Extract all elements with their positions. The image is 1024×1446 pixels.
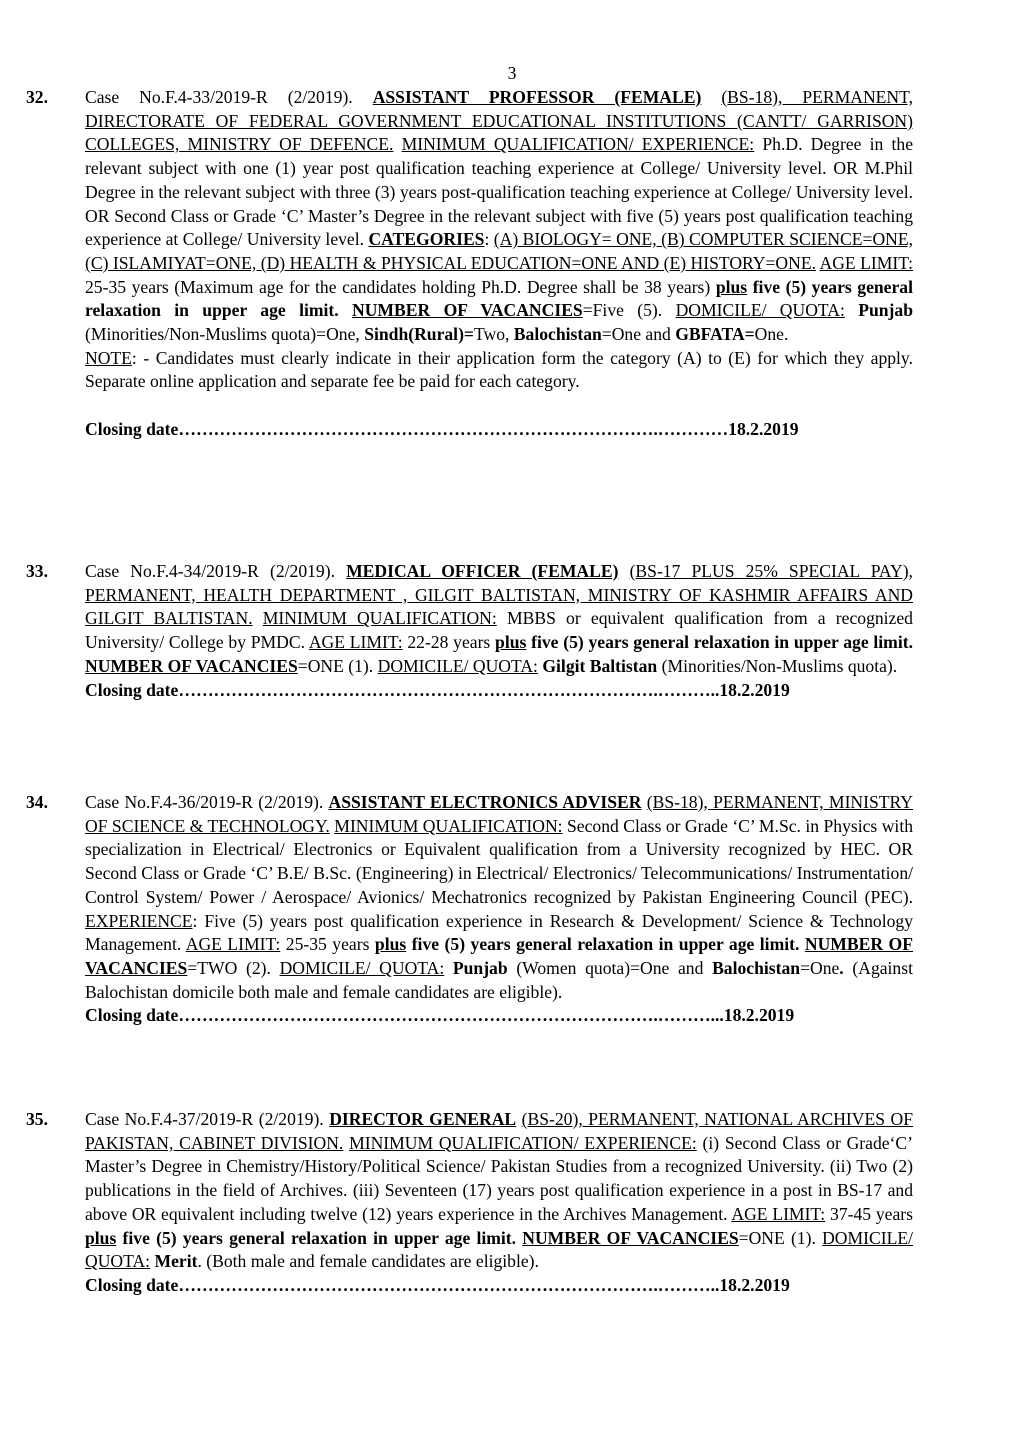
domicile-balochistan-quota: =One and <box>601 324 671 345</box>
closing-dots: ……………………………………………………………………….………... <box>178 1005 724 1026</box>
relaxation-text: five (5) years general relaxation in upper age limit. <box>531 632 913 653</box>
vacancies-text: =TWO (2). <box>187 957 271 978</box>
vacancies-label: NUMBER OF VACANCIES <box>352 300 583 321</box>
case-paragraph <box>85 560 913 679</box>
case-ref: Case No.F.4-36/2019-R (2/2019). <box>85 792 324 812</box>
plus-text: plus <box>85 1227 117 1248</box>
note-text: : - Candidates must clearly indicate in their application form the category (A) to (E) for which they apply. Separate online application and separate fee be paid for each category. <box>85 347 913 392</box>
qualification-label: MINIMUM QUALIFICATION: <box>262 608 497 629</box>
post-title: MEDICAL OFFICER (FEMALE) <box>346 561 619 581</box>
domicile-gbfata: GBFATA= <box>675 324 755 345</box>
closing-date: 18.2.2019 <box>728 418 799 439</box>
case-paragraph: Case No.F.4-33/2019-R (2/2019). ASSISTANT PROFESSOR (FEMALE) (BS-18), PERMANENT, DIRECTORATE OF FEDERAL GOVERNMENT EDUCATIONAL INSTITUTIONS (CANTT/ GARRISON) COLLEGES, MINISTRY OF DEFENCE. MINIMUM QUALIFICATION/ EXPERIENCE: Ph.D. Degree in the relevant subject with one (1) year post qualification teaching experience at College/ University level. OR M.Phil Degree in the relevant subject with three (3) years post-qualification teaching experience at College/ University level. OR Second Class or Grade ‘C’ Master’s Degree in the relevant subject with five (5) years post qualification teaching experience at College/ University level. CATEGORIES: (A) BIOLOGY= ONE, (B) COMPUTER SCIENCE=ONE, (C) ISLAMIYAT=ONE, (D) HEALTH & PHYSICAL EDUCATION=ONE AND (E) HISTORY=ONE. AGE LIMIT: 25-35 years (Maximum age for the candidates holding Ph.D. Degree shall be 38 years) plus five (5) years general relaxation in upper age limit. NUMBER OF VACANCIES=Five (5). DOMICILE/ QUOTA: Punjab (Minorities/Non-Muslims quota)=One, Sindh(Rural)=Two, Balochistan=One and GBFATA=One. <box>85 87 914 345</box>
case-number: 35. <box>26 1109 48 1129</box>
case-number: 32. <box>26 87 48 107</box>
domicile-punjab: Punjab <box>452 957 508 978</box>
post-title: DIRECTOR GENERAL <box>329 1109 517 1129</box>
vacancies-label: NUMBER OF VACANCIES <box>522 1227 739 1248</box>
age-limit-label: AGE LIMIT: <box>819 252 913 273</box>
age-limit-label: AGE LIMIT: <box>731 1203 826 1224</box>
closing-label: Closing date <box>85 1274 179 1295</box>
post-title: ASSISTANT ELECTRONICS ADVISER <box>328 792 642 812</box>
scale-department: (BS-17 PLUS 25% SPECIAL PAY), PERMANENT, HEALTH DEPARTMENT , GILGIT BALTISTAN, MINISTRY OF KASHMIR AFFAIRS AND GILGIT BALTISTAN. <box>85 561 913 629</box>
closing-date-line <box>85 1004 913 1028</box>
closing-dots: ……………………………………………………………………….……….. <box>178 1274 720 1295</box>
qualification-label: MINIMUM QUALIFICATION/ EXPERIENCE: <box>401 134 755 155</box>
age-limit-text: 25-35 years <box>285 934 370 955</box>
domicile-balochistan: Balochistan <box>513 324 602 345</box>
domicile-punjab: Punjab <box>858 300 913 321</box>
domicile-sindh-quota: Two, <box>473 324 510 345</box>
domicile-note: . (Both male and female candidates are eligible). <box>197 1251 539 1272</box>
experience-label: EXPERIENCE <box>85 910 193 931</box>
age-limit-text: 25-35 years (Maximum age for the candidates holding Ph.D. Degree shall be 38 years) <box>85 276 711 297</box>
qualification-text: (i) Second Class or Grade‘C’ Master’s Degree in Chemistry/History/Political Science/ Pakistan Studies from a recognized University. (ii) Two (2) publications in the field of Archives. (iii) Seventeen (17) years post qualification experience in a post in BS-17 and above OR equivalent including twelve (12) years experience in the Archives Management. <box>85 1132 913 1224</box>
case-body <box>85 791 913 1028</box>
domicile-label: DOMICILE/ QUOTA: <box>377 655 538 676</box>
domicile-label: DOMICILE/ QUOTA: <box>675 300 845 321</box>
relaxation-text: five (5) years general relaxation in upper age limit. <box>122 1227 517 1248</box>
domicile-note: (Against Balochistan domicile both male and female candidates are eligible). <box>85 957 913 1002</box>
vacancies-label: NUMBER OF VACANCIES <box>85 934 913 978</box>
scale-department: (BS-18), PERMANENT, DIRECTORATE OF FEDERAL GOVERNMENT EDUCATIONAL INSTITUTIONS (CANTT/ GARRISON) COLLEGES, MINISTRY OF DEFENCE. <box>85 87 913 155</box>
closing-date-line <box>85 679 913 703</box>
case-body <box>85 1108 913 1298</box>
plus-text: plus <box>495 632 527 653</box>
categories-text: (A) BIOLOGY= ONE, (B) COMPUTER SCIENCE=ONE, (C) ISLAMIYAT=ONE, (D) HEALTH & PHYSICAL EDUCATION=ONE AND (E) HISTORY=ONE. <box>85 229 913 273</box>
closing-date: 18.2.2019 <box>719 679 790 700</box>
case-number: 33. <box>26 561 48 581</box>
case-paragraph <box>85 1108 913 1274</box>
closing-dots: ……………………………………………………………………….………… <box>178 418 729 439</box>
domicile-label: DOMICILE/ QUOTA: <box>85 1227 913 1272</box>
page-number: 3 <box>507 63 517 83</box>
domicile-balochistan-quota: =One <box>800 957 840 978</box>
vacancies-text: =ONE (1). <box>297 655 374 676</box>
case-ref: Case No.F.4-37/2019-R (2/2019). <box>85 1109 324 1129</box>
age-limit-text: 37-45 years <box>830 1203 913 1224</box>
domicile-gilgit-quota: (Minorities/Non-Muslims quota). <box>661 655 898 676</box>
domicile-punjab-quota: (Minorities/Non-Muslims quota)=One, <box>85 324 360 345</box>
case-number: 34. <box>26 792 48 812</box>
domicile-period: . <box>839 957 844 978</box>
note-paragraph <box>85 347 913 394</box>
closing-date: 18.2.2019 <box>719 1274 790 1295</box>
qualification-text: MBBS or equivalent qualification from a recognized University/ College by PMDC. <box>85 608 913 653</box>
experience-text: : Five (5) years post qualification experience in Research & Development/ Science & Technology Management. <box>85 910 913 955</box>
plus-text: plus <box>715 276 748 297</box>
closing-date-line <box>85 1274 913 1298</box>
plus-text: plus <box>374 934 407 955</box>
domicile-sindh: Sindh(Rural)= <box>364 324 474 345</box>
domicile-gilgit-baltistan: Gilgit Baltistan <box>542 655 658 676</box>
scale-department: (BS-20), PERMANENT, NATIONAL ARCHIVES OF PAKISTAN, CABINET DIVISION. <box>85 1109 913 1153</box>
vacancies-text: =ONE (1). <box>738 1227 816 1248</box>
qualification-text: Ph.D. Degree in the relevant subject with one (1) year post qualification teaching experience at College/ University level. OR M.Phil Degree in the relevant subject with three (3) years post-qualification teaching experience at College/ University level. OR Second Class or Grade ‘C’ Master’s Degree in the relevant subject with five (5) years post qualification teaching experience at College/ University level. <box>85 134 914 250</box>
closing-dots: ……………………………………………………………………….……….. <box>178 679 720 700</box>
closing-label: Closing date <box>85 679 179 700</box>
closing-date: 18.2.2019 <box>723 1005 795 1026</box>
relaxation-text: five (5) years general relaxation in upper age limit. <box>411 934 800 955</box>
case-body <box>85 86 913 442</box>
case-ref: Case No.F.4-33/2019-R (2/2019). <box>85 87 353 107</box>
vacancies-label: NUMBER OF VACANCIES <box>85 655 298 676</box>
domicile-merit: Merit <box>154 1251 198 1272</box>
closing-label: Closing date <box>85 418 179 439</box>
age-limit-label: AGE LIMIT: <box>308 632 403 653</box>
post-title: ASSISTANT PROFESSOR (FEMALE) <box>372 87 702 107</box>
domicile-balochistan: Balochistan <box>712 957 801 978</box>
domicile-label: DOMICILE/ QUOTA: <box>279 957 445 978</box>
case-ref: Case No.F.4-34/2019-R (2/2019). <box>85 561 335 581</box>
closing-date-line <box>85 418 913 442</box>
closing-label: Closing date <box>85 1005 179 1026</box>
note-label: NOTE <box>85 347 132 368</box>
age-limit-text: 22-28 years <box>407 632 491 653</box>
categories-label: CATEGORIES <box>368 229 485 250</box>
domicile-punjab-quota: (Women quota)=One and <box>516 957 704 978</box>
domicile-gbfata-quota: One. <box>754 324 789 345</box>
relaxation-text: five (5) years general relaxation in upper age limit. <box>85 276 913 321</box>
qualification-label: MINIMUM QUALIFICATION/ EXPERIENCE: <box>349 1132 697 1153</box>
scale-department: (BS-18), PERMANENT, MINISTRY OF SCIENCE & TECHNOLOGY. <box>85 792 913 836</box>
qualification-text: Second Class or Grade ‘C’ M.Sc. in Physics with specialization in Electrical/ Electronics or Equivalent qualification from a University recognized by HEC. OR Second Class or Grade ‘C’ B.E/ B.Sc. (Engineering) in Electrical/ Electronics/ Telecommunications/ Instrumentation/ Control System/ Power / Aerospace/ Avionics/ Mechatronics recognized by Pakistan Engineering Council (PEC). <box>85 815 914 907</box>
case-paragraph <box>85 791 913 1004</box>
age-limit-label: AGE LIMIT: <box>185 934 281 955</box>
case-body <box>85 560 913 702</box>
qualification-label: MINIMUM QUALIFICATION: <box>334 815 563 836</box>
vacancies-text: =Five (5). <box>582 300 663 321</box>
